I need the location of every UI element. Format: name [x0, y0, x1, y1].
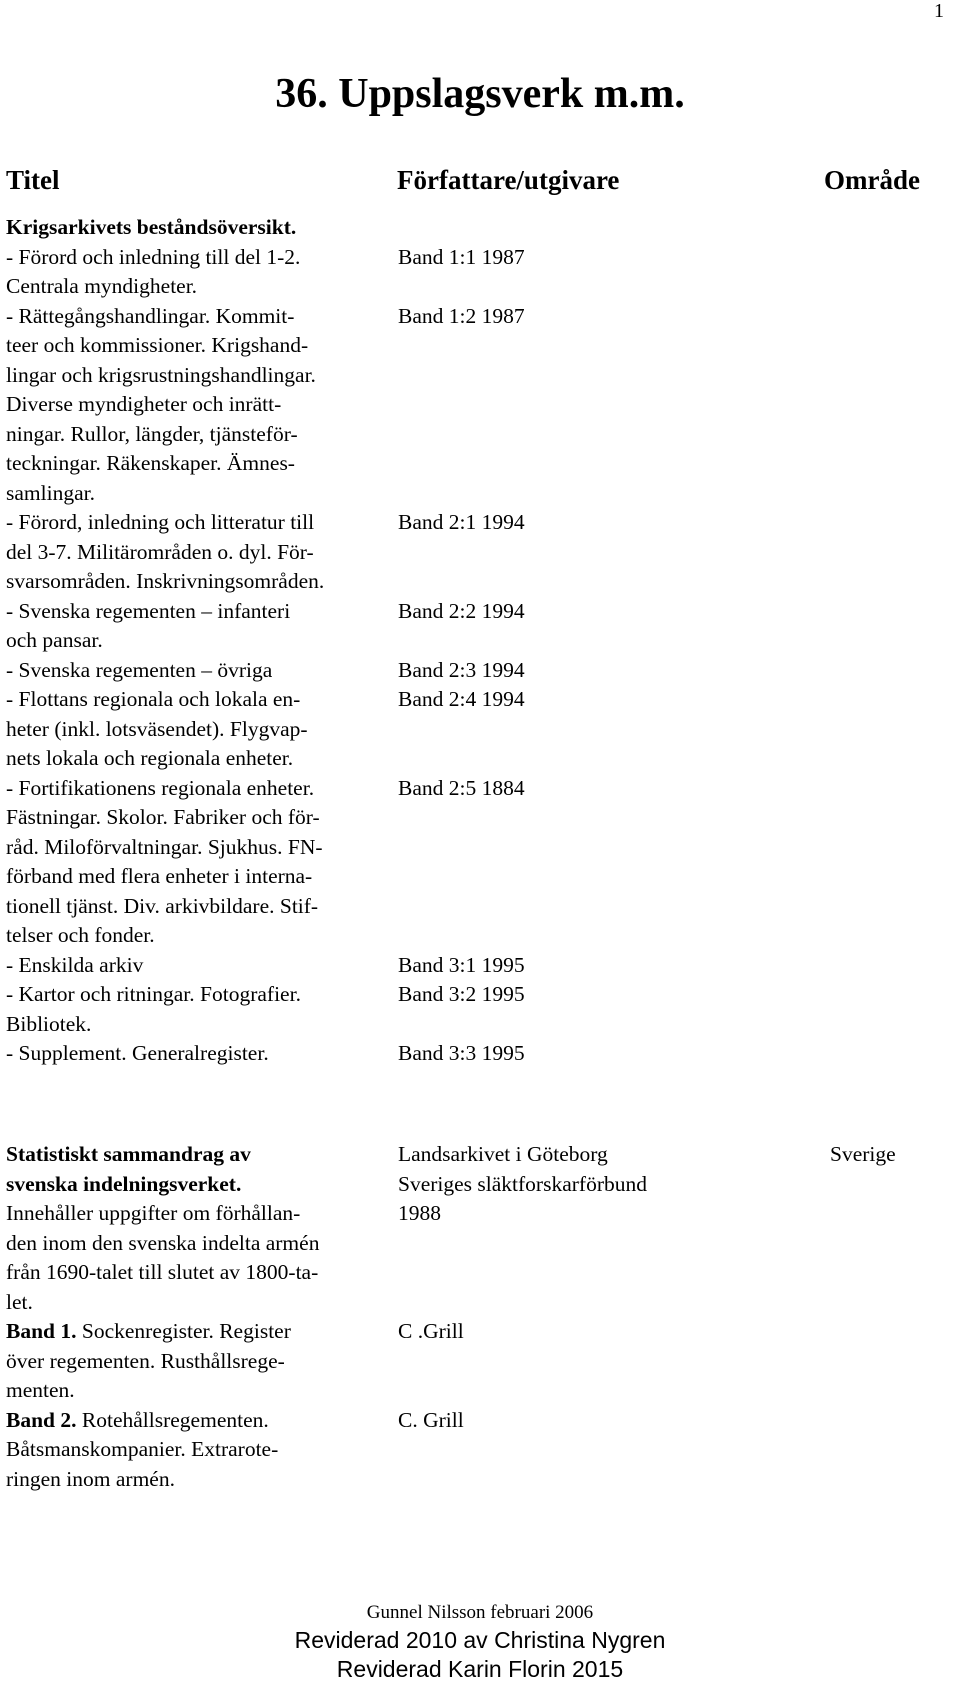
entry-line-band: Band 2:1 1994: [398, 510, 525, 534]
entry-description-line: från 1690-talet till slutet av 1800-ta-: [6, 1260, 319, 1284]
entry-line-row: [6, 951, 946, 981]
entry-line-row: [6, 980, 946, 1010]
entry-line-title: - Supplement. Generalregister.: [6, 1041, 269, 1065]
band-2-author: C. Grill: [398, 1407, 464, 1432]
entry-line-title: svarsområden. Inskrivningsområden.: [6, 569, 325, 593]
entry-row: [6, 1140, 946, 1317]
entry-line-row: [6, 715, 946, 745]
entry-line-band: Band 1:1 1987: [398, 244, 525, 269]
band-2-text: [6, 1406, 398, 1495]
entry-line-row: [6, 538, 946, 568]
entry-line-title: förband med flera enheter i interna-: [6, 864, 313, 888]
entry-line-title: och pansar.: [6, 628, 103, 652]
band-2-label: Band 2.: [6, 1407, 77, 1432]
band-2-row: [6, 1406, 946, 1495]
entry-line-band: Band 2:4 1994: [398, 687, 525, 711]
entry-line-title: Centrala myndigheter.: [6, 274, 198, 298]
band-1-label: Band 1.: [6, 1319, 77, 1343]
entry-line-title: Diverse myndigheter och inrätt-: [6, 392, 282, 416]
page-title: 36. Uppslagsverk m.m.: [275, 71, 685, 117]
entry-line-title: lingar och krigsrustningshandlingar.: [6, 362, 316, 387]
entry-line-title: - Flottans regionala och lokala en-: [6, 687, 301, 711]
band-2-text-line: Båtsmanskompanier. Extrarote-: [6, 1437, 279, 1461]
entry-lines: [6, 243, 946, 1069]
entry-line-band: Band 2:3 1994: [398, 657, 525, 682]
entry-line-band: Band 1:2 1987: [398, 303, 525, 328]
entry-line-title: - Svenska regementen – infanteri: [6, 598, 291, 623]
band-2-text-line: ringen inom armén.: [6, 1466, 175, 1491]
entry-description-line: let.: [6, 1289, 33, 1314]
entry-line-title: - Fortifikationens regionala enheter.: [6, 775, 315, 800]
entry-line-title: del 3-7. Militärområden o. dyl. För-: [6, 539, 314, 564]
band-2-author-block: [398, 1406, 830, 1436]
entry-line-row: [6, 243, 946, 273]
entry-line-row: [6, 479, 946, 509]
entry-line-title: - Enskilda arkiv: [6, 952, 144, 977]
entry-line-title: - Förord, inledning och litteratur till: [6, 510, 315, 534]
column-header-title: Titel: [6, 165, 60, 195]
entry-line-band: Band 2:5 1884: [398, 775, 525, 800]
band-1-text: [6, 1317, 398, 1406]
entry-line-title: telser och fonder.: [6, 923, 155, 947]
entry-line-title: tionell tjänst. Div. arkivbildare. Stif-: [6, 893, 319, 918]
entry-line-title: råd. Miloförvaltningar. Sjukhus. FN-: [6, 834, 323, 859]
column-header-area: Område: [824, 165, 920, 195]
entry-description-line: Innehåller uppgifter om förhållan-: [6, 1201, 301, 1225]
entry-title-line: svenska indelningsverket.: [6, 1171, 242, 1196]
entry-line-title: ningar. Rullor, längder, tjänsteför-: [6, 421, 298, 446]
entry-line-row: [6, 862, 946, 892]
entry-line-row: [6, 833, 946, 863]
entry-line-row: [6, 390, 946, 420]
entry-line-row: [6, 272, 946, 302]
entry-line-row: [6, 302, 946, 332]
entry-line-row: [6, 361, 946, 391]
entry-line-title: - Förord och inledning till del 1-2.: [6, 244, 301, 269]
entry-line-row: [6, 508, 946, 538]
entry-line-row: [6, 567, 946, 597]
entry-line-row: [6, 331, 946, 361]
entry-author-line: Landsarkivet i Göteborg: [398, 1142, 608, 1166]
entry-line-title: Bibliotek.: [6, 1011, 92, 1036]
entry-line-title: heter (inkl. lotsväsendet). Flygvap-: [6, 716, 308, 741]
page-number: 1: [934, 0, 944, 22]
column-header-author: Författare/utgivare: [397, 165, 620, 195]
column-headers: [6, 165, 936, 199]
entry-line-title: - Kartor och ritningar. Fotografier.: [6, 982, 301, 1006]
entry-krigsarkivet: [6, 213, 946, 1069]
entry-line-row: [6, 420, 946, 450]
entry-line-row: [6, 921, 946, 951]
entry-heading-row: [6, 213, 946, 243]
entry-line-title: teer och kommissioner. Krigshand-: [6, 333, 309, 357]
entry-line-row: [6, 803, 946, 833]
footer-author-line: Gunnel Nilsson februari 2006: [366, 1602, 594, 1623]
entry-line-band: Band 2:2 1994: [398, 598, 525, 623]
entry-line-row: [6, 892, 946, 922]
entry-author-block: [398, 1140, 830, 1229]
entry-line-title: teckningar. Räkenskaper. Ämnes-: [6, 451, 295, 475]
entry-area: Sverige: [830, 1142, 896, 1166]
entry-title-line: Statistiskt sammandrag av: [6, 1142, 251, 1166]
footer: [0, 1600, 960, 1684]
entry-line-row: [6, 656, 946, 686]
footer-revision-line: Reviderad Karin Florin 2015: [336, 1656, 624, 1682]
band-1-author: C .Grill: [398, 1319, 464, 1343]
entry-line-title: - Rättegångshandlingar. Kommit-: [6, 303, 295, 328]
entry-line-row: [6, 685, 946, 715]
entry-line-band: Band 3:2 1995: [398, 982, 525, 1006]
band-1-author-block: [398, 1317, 830, 1347]
entry-title-block: [6, 1140, 398, 1317]
entry-author-line: Sveriges släktforskarförbund: [398, 1171, 647, 1196]
entry-line-title: nets lokala och regionala enheter.: [6, 746, 294, 770]
footer-revision-line: Reviderad 2010 av Christina Nygren: [294, 1627, 666, 1653]
entry-description-line: den inom den svenska indelta armén: [6, 1230, 320, 1255]
entry-line-row: [6, 597, 946, 627]
entry-line-title: samlingar.: [6, 480, 95, 505]
entry-line-row: [6, 744, 946, 774]
band-1-text-line: Sockenregister. Register: [76, 1319, 291, 1343]
entry-area-block: [830, 1140, 946, 1170]
entry-line-title: Fästningar. Skolor. Fabriker och för-: [6, 805, 320, 829]
entry-statistiskt-sammandrag: [6, 1140, 946, 1494]
entry-line-band: Band 3:3 1995: [398, 1041, 525, 1065]
band-1-text-line: över regementen. Rusthållsrege-: [6, 1348, 285, 1373]
entry-line-title: - Svenska regementen – övriga: [6, 657, 273, 682]
entry-line-band: Band 3:1 1995: [398, 952, 525, 977]
entry-heading: Krigsarkivets beståndsöversikt.: [6, 215, 297, 239]
entry-year: 1988: [398, 1201, 441, 1225]
band-2-text-line: Rotehållsregementen.: [76, 1407, 269, 1432]
entry-line-row: [6, 774, 946, 804]
entry-line-row: [6, 1010, 946, 1040]
band-1-text-line: menten.: [6, 1378, 75, 1402]
entry-line-row: [6, 626, 946, 656]
entry-line-row: [6, 1039, 946, 1069]
entry-line-row: [6, 449, 946, 479]
band-1-row: [6, 1317, 946, 1406]
